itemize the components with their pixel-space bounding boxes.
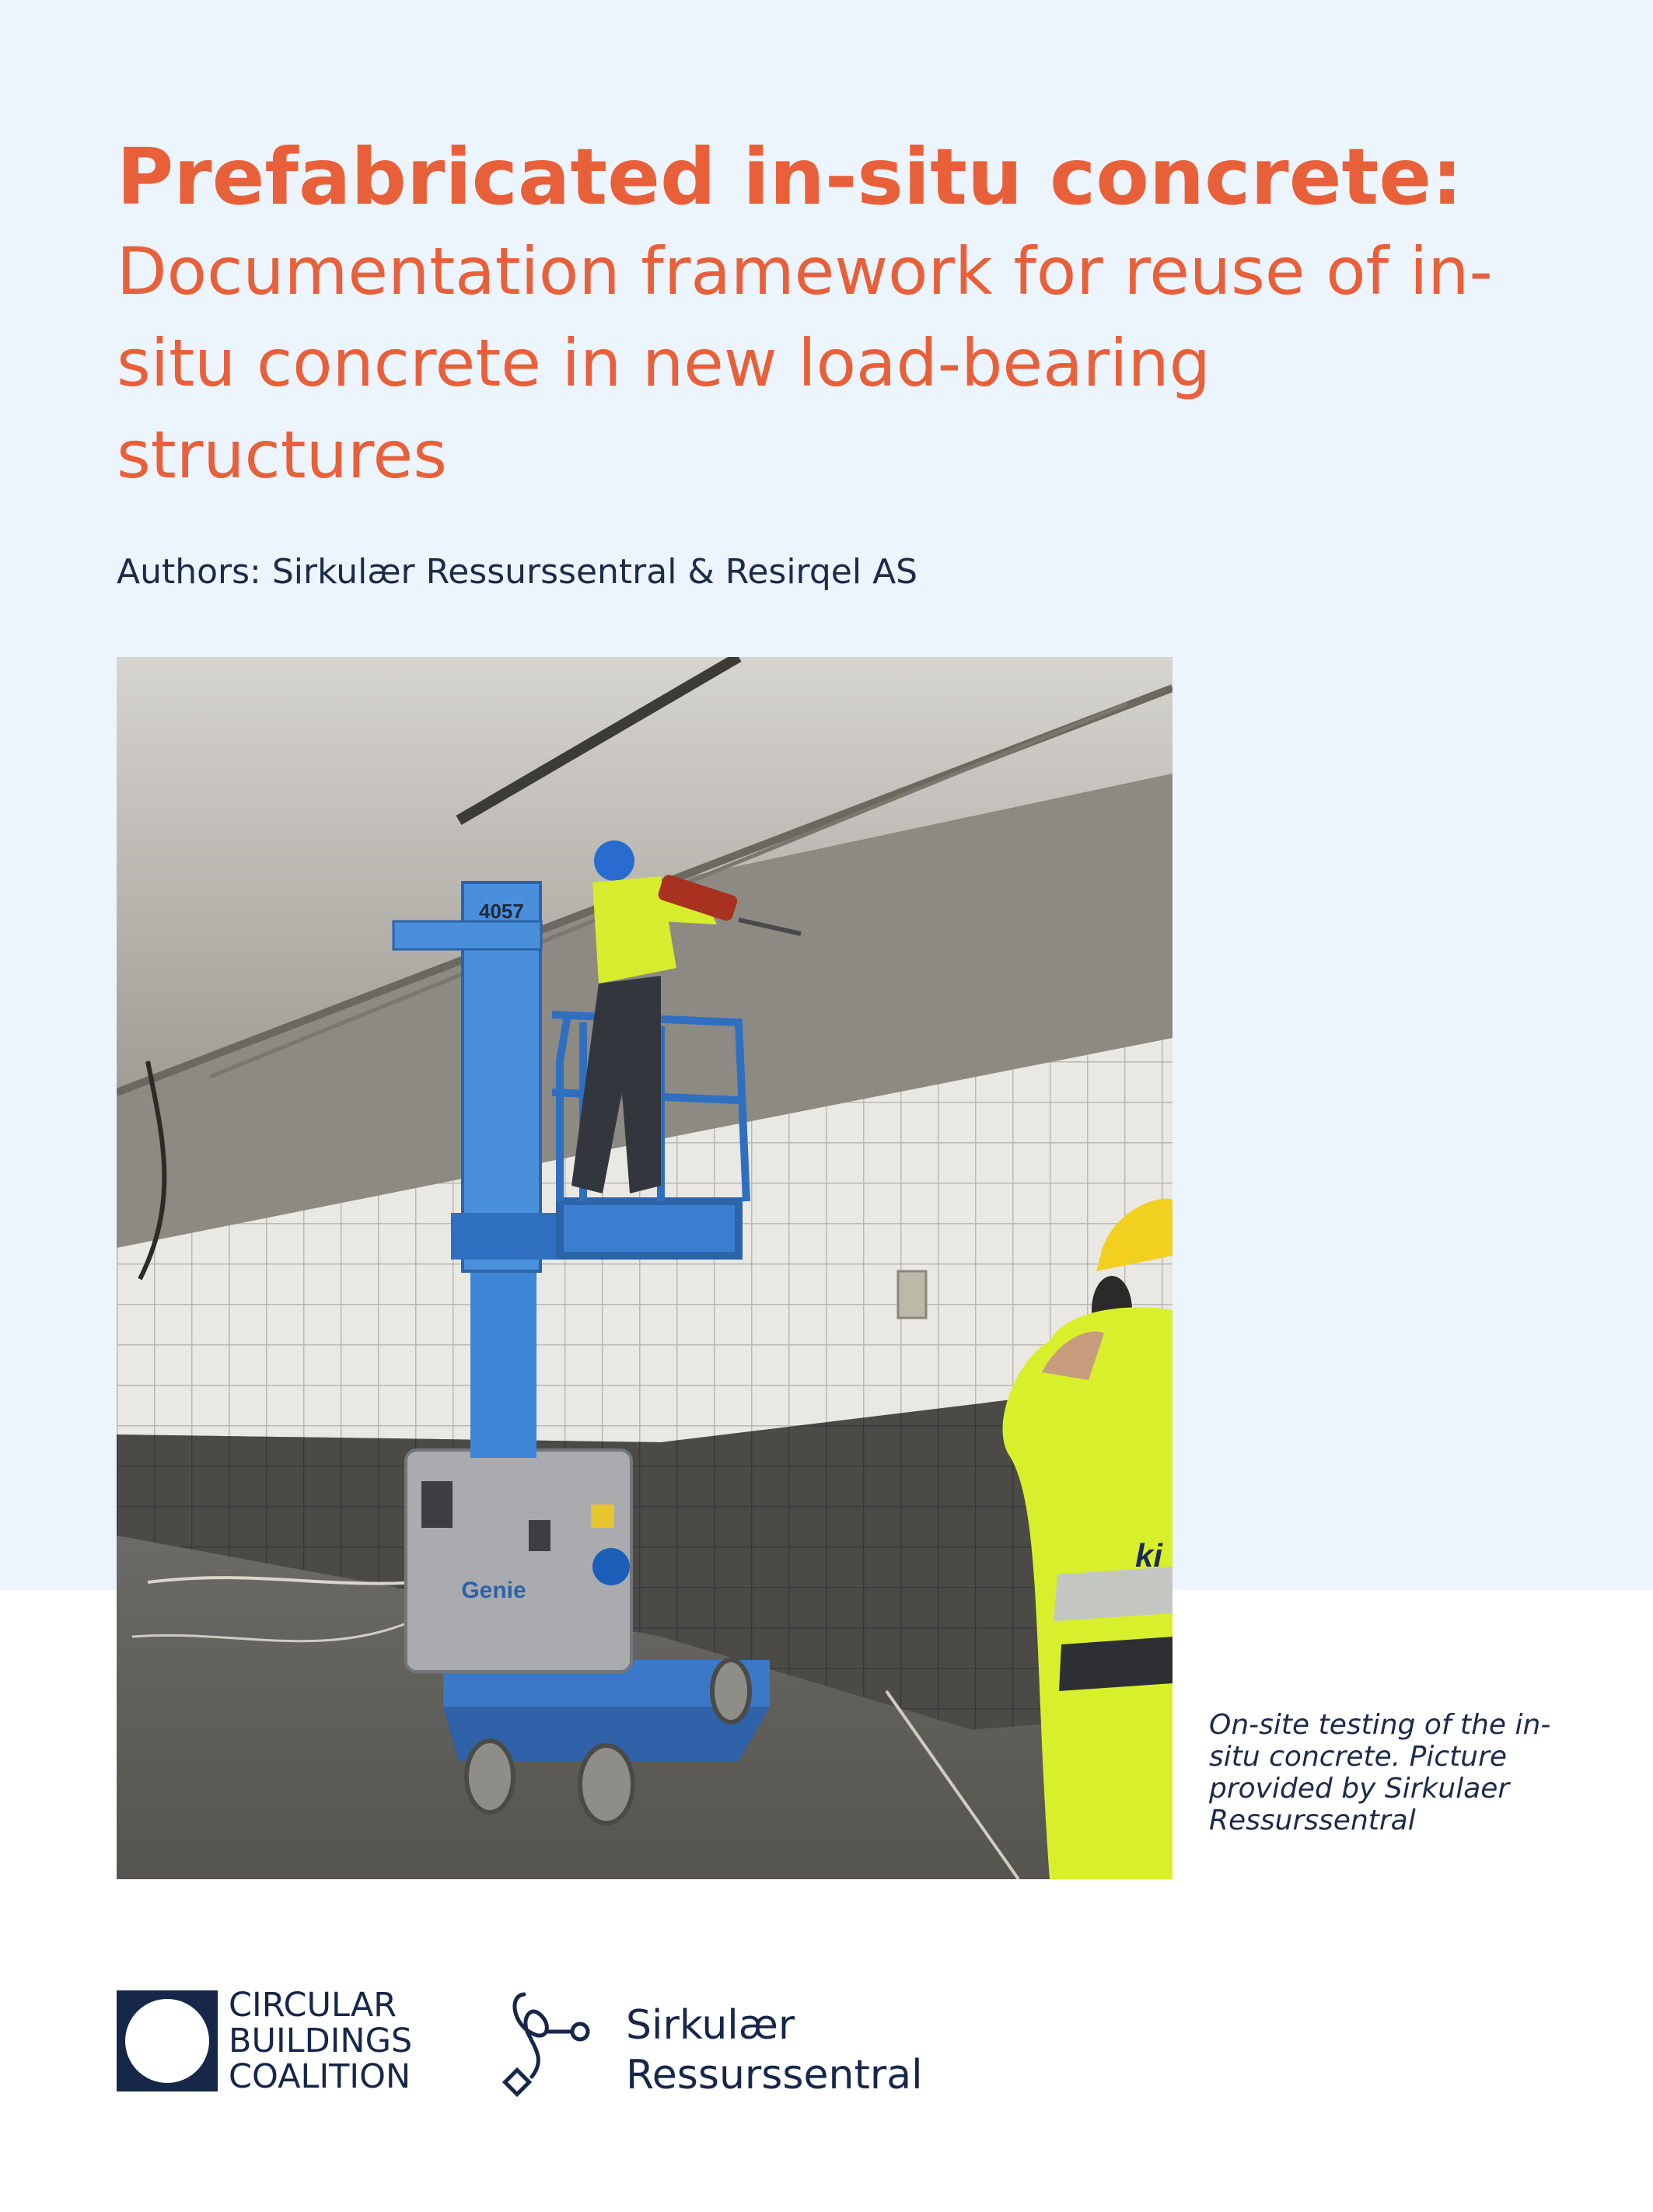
- photo-caption: On-site testing of the in-situ concrete. Picture provided by Sirkulaer Ressurssentral: [1209, 1709, 1551, 1836]
- document-subtitle: Documentation framework for reuse of in-situ concrete in new load-bearing structures: [117, 233, 1493, 493]
- sirkulaer-logo-mark-icon: [498, 1987, 599, 2103]
- lift-unit-number: 4057: [479, 900, 524, 923]
- cbc-logo-mark: [117, 1990, 218, 2091]
- document-title: Prefabricated in-situ concrete:: [117, 131, 1463, 222]
- circular-buildings-coalition-logo: [117, 1986, 443, 2096]
- jacket-text: ki: [1135, 1537, 1163, 1574]
- document-authors: Authors: Sirkulær Ressurssentral & Resirqel AS: [117, 552, 918, 592]
- sirkulaer-ressurssentral-logo: [498, 1987, 933, 2103]
- cover-photo: [117, 657, 1172, 1879]
- sirkulaer-logo-text: Sirkulær Ressurssentral: [626, 2002, 923, 2098]
- lift-brand-text: Genie: [461, 1578, 526, 1603]
- lift-body: [406, 1450, 631, 1672]
- cbc-logo-text: CIRCULAR BUILDINGS COALITION: [229, 1986, 413, 2096]
